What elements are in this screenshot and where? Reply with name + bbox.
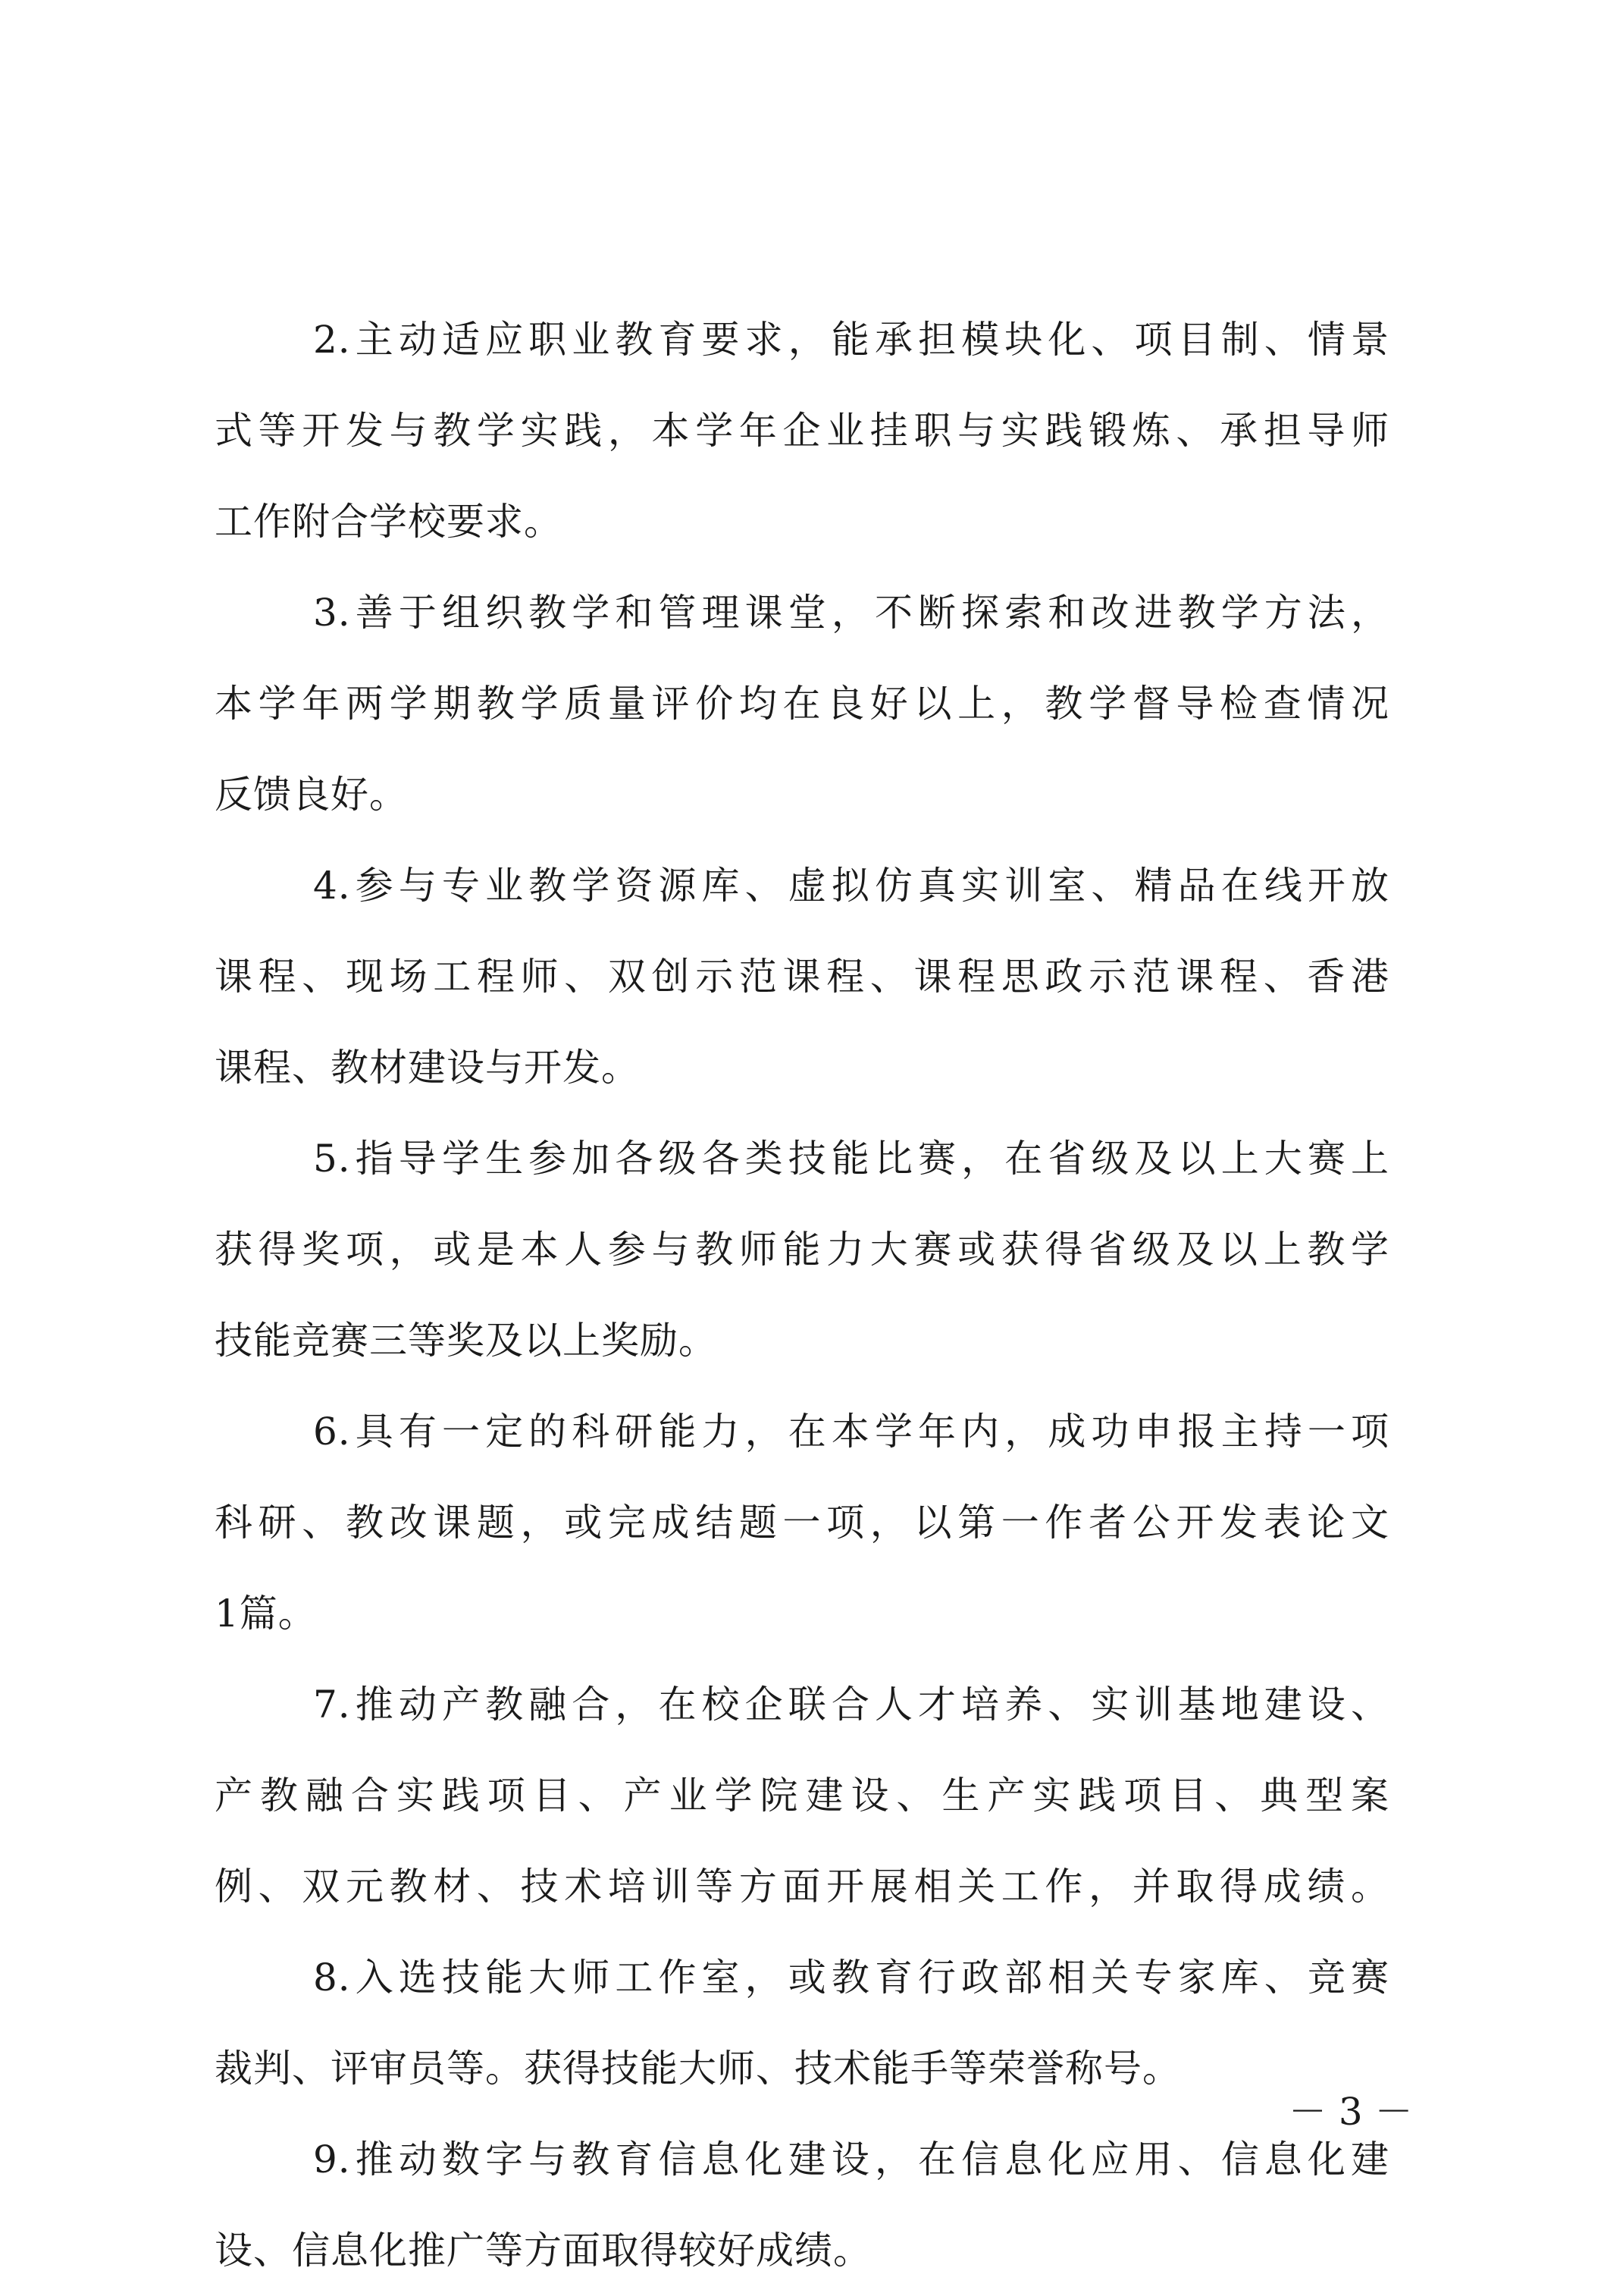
paragraph-item-9 bbox=[215, 2114, 1389, 2296]
paragraph-line: 科研、教改课题，或完成结题一项，以第一作者公开发表论文 bbox=[215, 1501, 1389, 1545]
paragraph-line: 4.参与专业教学资源库、虚拟仿真实训室、精品在线开放 bbox=[313, 864, 1389, 908]
paragraph-line: 课程、现场工程师、双创示范课程、课程思政示范课程、香港 bbox=[215, 955, 1389, 999]
paragraph-line: 工作附合学校要求。 bbox=[215, 500, 562, 544]
paragraph-line: 设、信息化推广等方面取得较好成绩。 bbox=[215, 2229, 872, 2272]
paragraph-line: 1篇。 bbox=[215, 1592, 317, 1636]
paragraph-line: 式等开发与教学实践，本学年企业挂职与实践锻炼、承担导师 bbox=[215, 409, 1389, 453]
paragraph-item-7 bbox=[215, 1659, 1389, 1932]
paragraph-line: 7.推动产教融合，在校企联合人才培养、实训基地建设、 bbox=[313, 1683, 1389, 1727]
paragraph-item-2 bbox=[215, 294, 1389, 567]
paragraph-line: 反馈良好。 bbox=[215, 773, 408, 817]
paragraph-item-8 bbox=[215, 1932, 1389, 2114]
paragraph-line: 8.入选技能大师工作室，或教育行政部相关专家库、竞赛 bbox=[313, 1956, 1389, 2000]
paragraph-line: 例、双元教材、技术培训等方面开展相关工作，并取得成绩。 bbox=[215, 1865, 1389, 1909]
document-body bbox=[215, 294, 1389, 2296]
paragraph-line: 9.推动数字与教育信息化建设，在信息化应用、信息化建 bbox=[313, 2138, 1389, 2182]
paragraph-line: 3.善于组织教学和管理课堂，不断探索和改进教学方法， bbox=[313, 591, 1389, 635]
paragraph-item-5 bbox=[215, 1113, 1389, 1386]
paragraph-item-3 bbox=[215, 567, 1389, 840]
paragraph-line: 获得奖项，或是本人参与教师能力大赛或获得省级及以上教学 bbox=[215, 1228, 1389, 1272]
paragraph-line: 2.主动适应职业教育要求，能承担模块化、项目制、情景 bbox=[313, 318, 1389, 362]
paragraph-line: 技能竞赛三等奖及以上奖励。 bbox=[215, 1319, 717, 1363]
paragraph-item-4 bbox=[215, 840, 1389, 1113]
paragraph-line: 6.具有一定的科研能力，在本学年内，成功申报主持一项 bbox=[313, 1410, 1389, 1454]
page-number: － 3 － bbox=[1289, 2090, 1413, 2134]
paragraph-line: 裁判、评审员等。获得技能大师、技术能手等荣誉称号。 bbox=[215, 2047, 1181, 2091]
paragraph-item-6 bbox=[215, 1386, 1389, 1659]
paragraph-line: 产教融合实践项目、产业学院建设、生产实践项目、典型案 bbox=[215, 1774, 1389, 1818]
paragraph-line: 课程、教材建设与开发。 bbox=[215, 1046, 640, 1090]
paragraph-line: 5.指导学生参加各级各类技能比赛，在省级及以上大赛上 bbox=[313, 1137, 1389, 1181]
paragraph-line: 本学年两学期教学质量评价均在良好以上，教学督导检查情况 bbox=[215, 682, 1389, 726]
